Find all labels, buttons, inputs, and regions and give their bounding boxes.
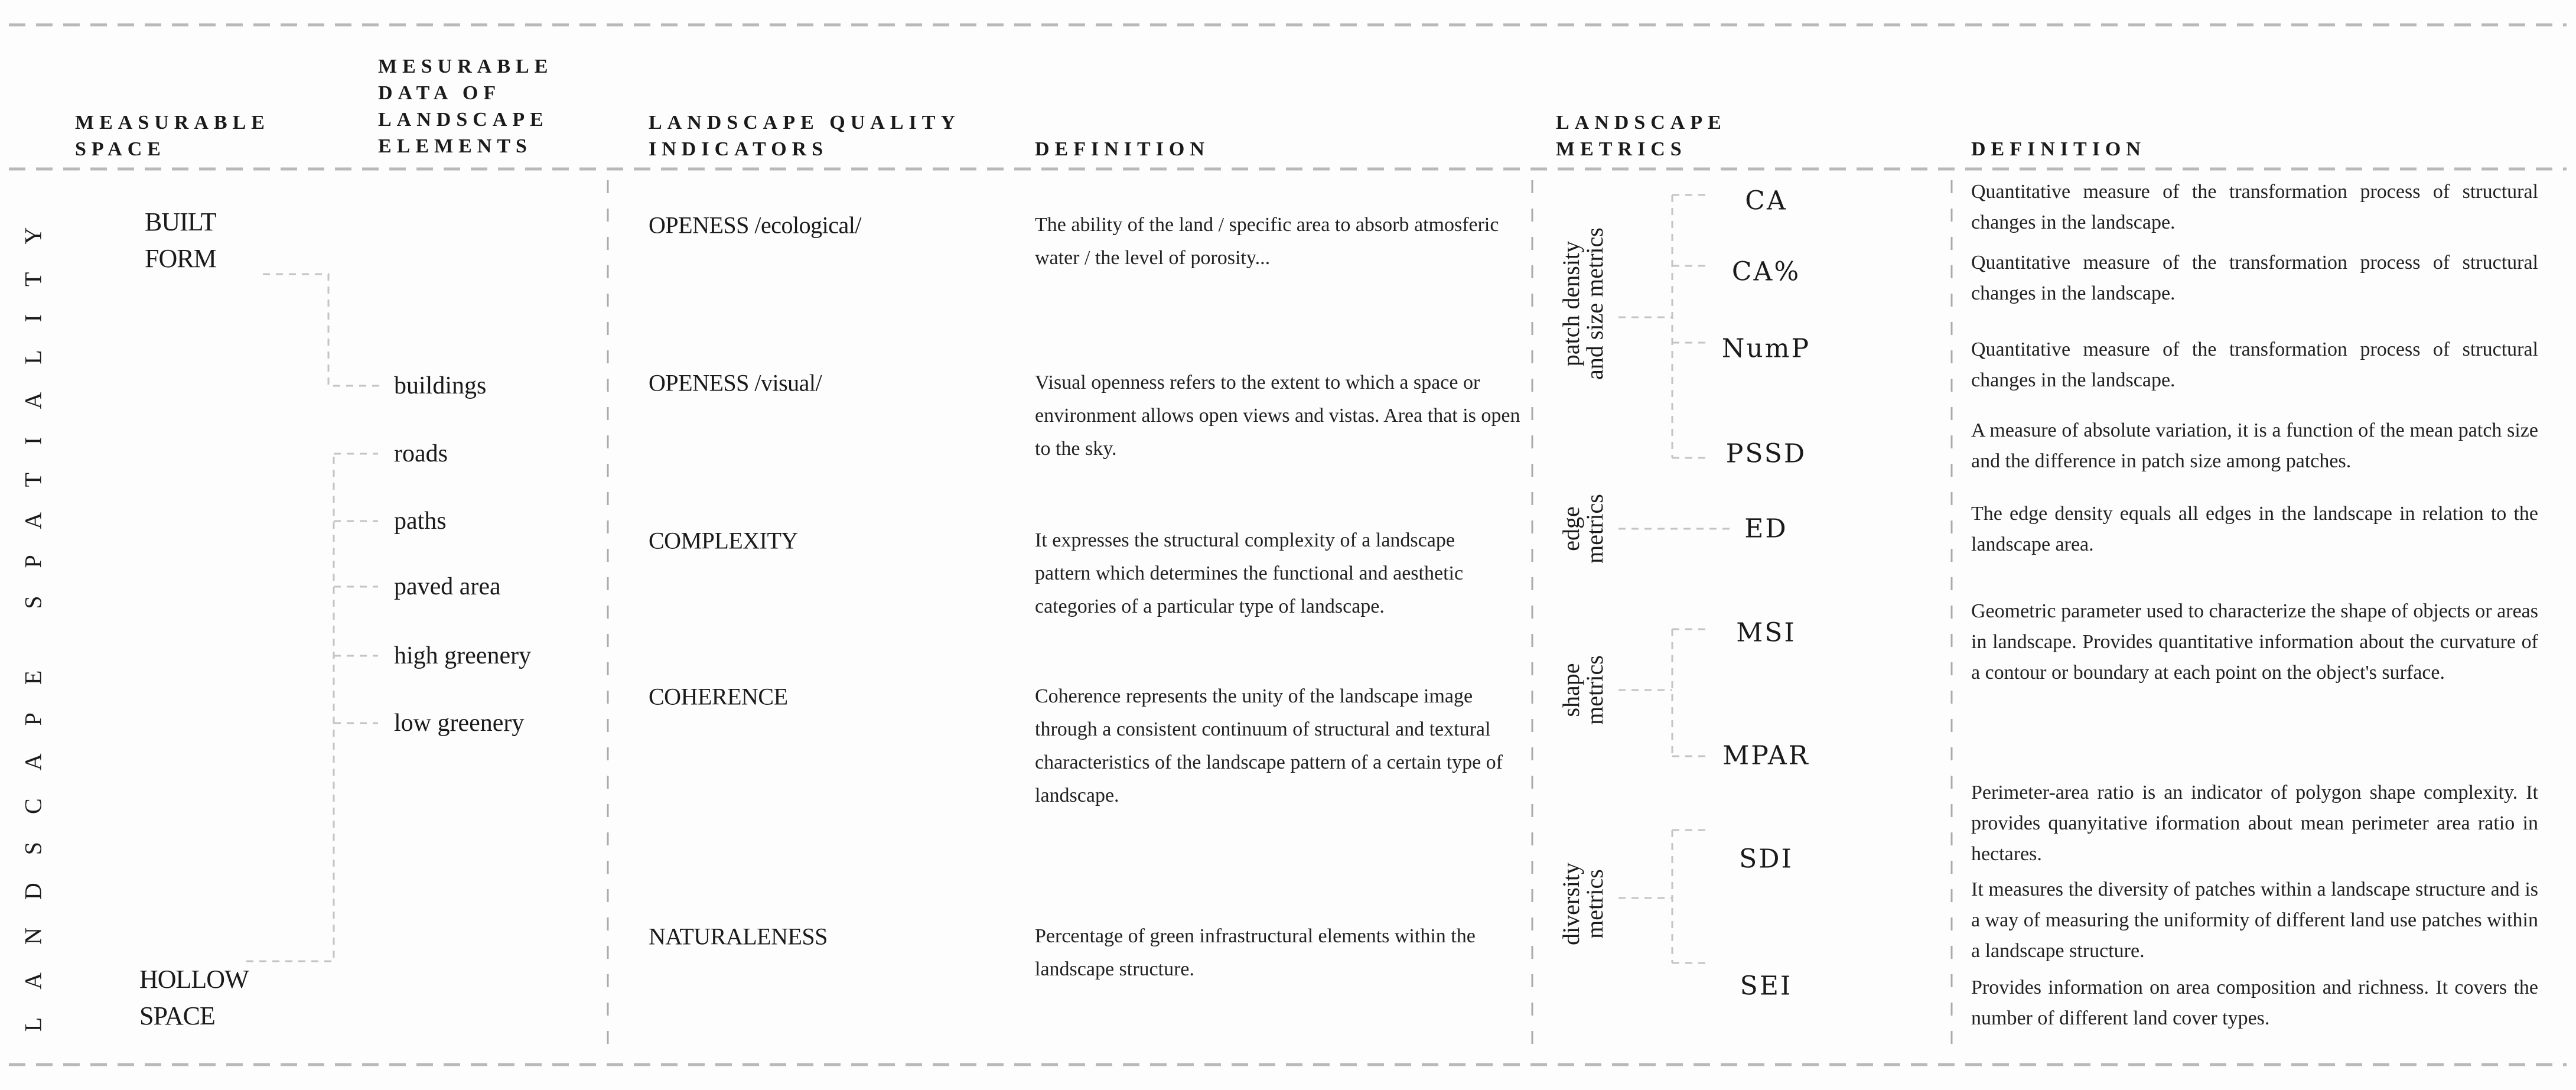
metric-definition-ca-percent: Quantitative measure of the transformation process of structural changes in the landscape. [1971, 252, 2538, 304]
metric-definition-msi: Geometric parameter used to characterize the shape of objects or areas in landscape. Provides quantitative information about the curvature of a contour or boundary at each point on the object's surface. [1971, 600, 2538, 684]
side-label-landscape-spatiality: LANDSCAPE SPATIALITY [19, 199, 47, 1032]
metric-group-patch-density [1559, 227, 1607, 380]
header-data-elements [378, 53, 553, 160]
space-line: SPACE [139, 1001, 215, 1030]
built-form-connector [263, 274, 381, 386]
group-line: metrics [1581, 494, 1608, 564]
indicator-definition: The ability of the land / specific area to absorb atmosferic water / the level of porosity... [1035, 214, 1499, 269]
metric-msi: MSI [1736, 617, 1796, 648]
metric-sei: SEI [1740, 971, 1793, 1001]
hollow-space-connector [246, 454, 334, 961]
metric-nump: NumP [1721, 333, 1811, 364]
metric-definition-pssd: A measure of absolute variation, it is a function of the mean patch size and the difference in patch size among patches. [1971, 419, 2538, 472]
space-built-form [145, 204, 216, 277]
element-roads: roads [394, 440, 448, 467]
indicator-complexity: COMPLEXITY [649, 527, 798, 554]
header-line: SPACE [75, 138, 166, 160]
space-line: FORM [145, 244, 216, 273]
group-line: metrics [1581, 869, 1608, 939]
header-metric-definition: DEFINITION [1971, 138, 2146, 160]
header-line: MEASURABLE [75, 112, 270, 134]
group-line: shape [1558, 663, 1584, 717]
metric-sdi: SDI [1739, 844, 1793, 874]
metric-group-shape [1559, 655, 1607, 725]
indicator-naturaleness: NATURALENESS [649, 923, 828, 950]
indicator-definition: Percentage of green infrastructural elements within the landscape structure. [1035, 925, 1476, 980]
indicator-openess-ecological: OPENESS /ecological/ [649, 212, 861, 239]
space-line: HOLLOW [139, 965, 249, 994]
indicator-openess-visual: OPENESS /visual/ [649, 369, 822, 396]
metric-mpar: MPAR [1722, 740, 1810, 771]
group-line: patch density [1558, 240, 1584, 367]
header-line: DATA OF [378, 82, 501, 104]
metric-group-diversity [1559, 863, 1607, 945]
metric-pssd: PSSD [1725, 438, 1807, 469]
metric-definition-ed: The edge density equals all edges in the landscape in relation to the landscape area. [1971, 503, 2538, 555]
metric-group-edge [1559, 494, 1607, 564]
header-line: LANDSCAPE [378, 109, 549, 131]
indicator-coherence: COHERENCE [649, 683, 788, 710]
indicator-definition: Visual openness refers to the extent to which a space or environment allows open views and vistas. Area that is open to the sky. [1035, 372, 1520, 460]
header-line: LANDSCAPE QUALITY [649, 112, 960, 134]
indicator-definition: It expresses the structural complexity of a landscape pattern which determines the functional and aesthetic categories of a particular type of landscape. [1035, 529, 1464, 617]
space-hollow-space [139, 961, 249, 1034]
metric-definition-nump: Quantitative measure of the transformation process of structural changes in the landscape. [1971, 339, 2538, 391]
header-indicators [649, 109, 960, 162]
metric-definition-mpar: Perimeter-area ratio is an indicator of polygon shape complexity. It provides quanyitative iformation about mean perimeter area ratio in hectares. [1971, 782, 2538, 865]
element-high-greenery: high greenery [394, 642, 532, 669]
header-line: ELEMENTS [378, 135, 532, 157]
group-line: diversity [1558, 863, 1584, 945]
header-line: MESURABLE [378, 56, 553, 77]
metric-definition-ca: Quantitative measure of the transformation process of structural changes in the landscape. [1971, 181, 2538, 233]
space-line: BUILT [145, 207, 216, 236]
group-line: edge [1558, 506, 1584, 551]
header-metrics [1556, 109, 1727, 162]
metric-definition-sei: Provides information on area composition and richness. It covers the number of different land cover types. [1971, 977, 2538, 1029]
header-line: METRICS [1556, 138, 1687, 160]
element-paved-area: paved area [394, 573, 501, 600]
metric-definition-sdi: It measures the diversity of patches within a landscape structure and is a way of measuring the uniformity of different land use patches within a landscape structure. [1971, 878, 2538, 962]
group-line: metrics [1581, 655, 1608, 725]
element-paths: paths [394, 507, 447, 535]
header-definition: DEFINITION [1035, 138, 1210, 160]
group-line: and size metrics [1581, 227, 1608, 380]
metric-ca: CA [1745, 186, 1787, 216]
metric-ca-percent: CA% [1731, 256, 1801, 287]
header-line: INDICATORS [649, 138, 829, 160]
element-low-greenery: low greenery [394, 710, 525, 737]
element-buildings: buildings [394, 372, 487, 399]
indicator-definition: Coherence represents the unity of the landscape image through a consistent continuum of structural and textural characteristics of the landscape pattern of a certain type of landscape. [1035, 685, 1503, 806]
header-measurable-space [75, 109, 270, 162]
metric-ed: ED [1744, 513, 1788, 544]
header-line: LANDSCAPE [1556, 112, 1727, 134]
